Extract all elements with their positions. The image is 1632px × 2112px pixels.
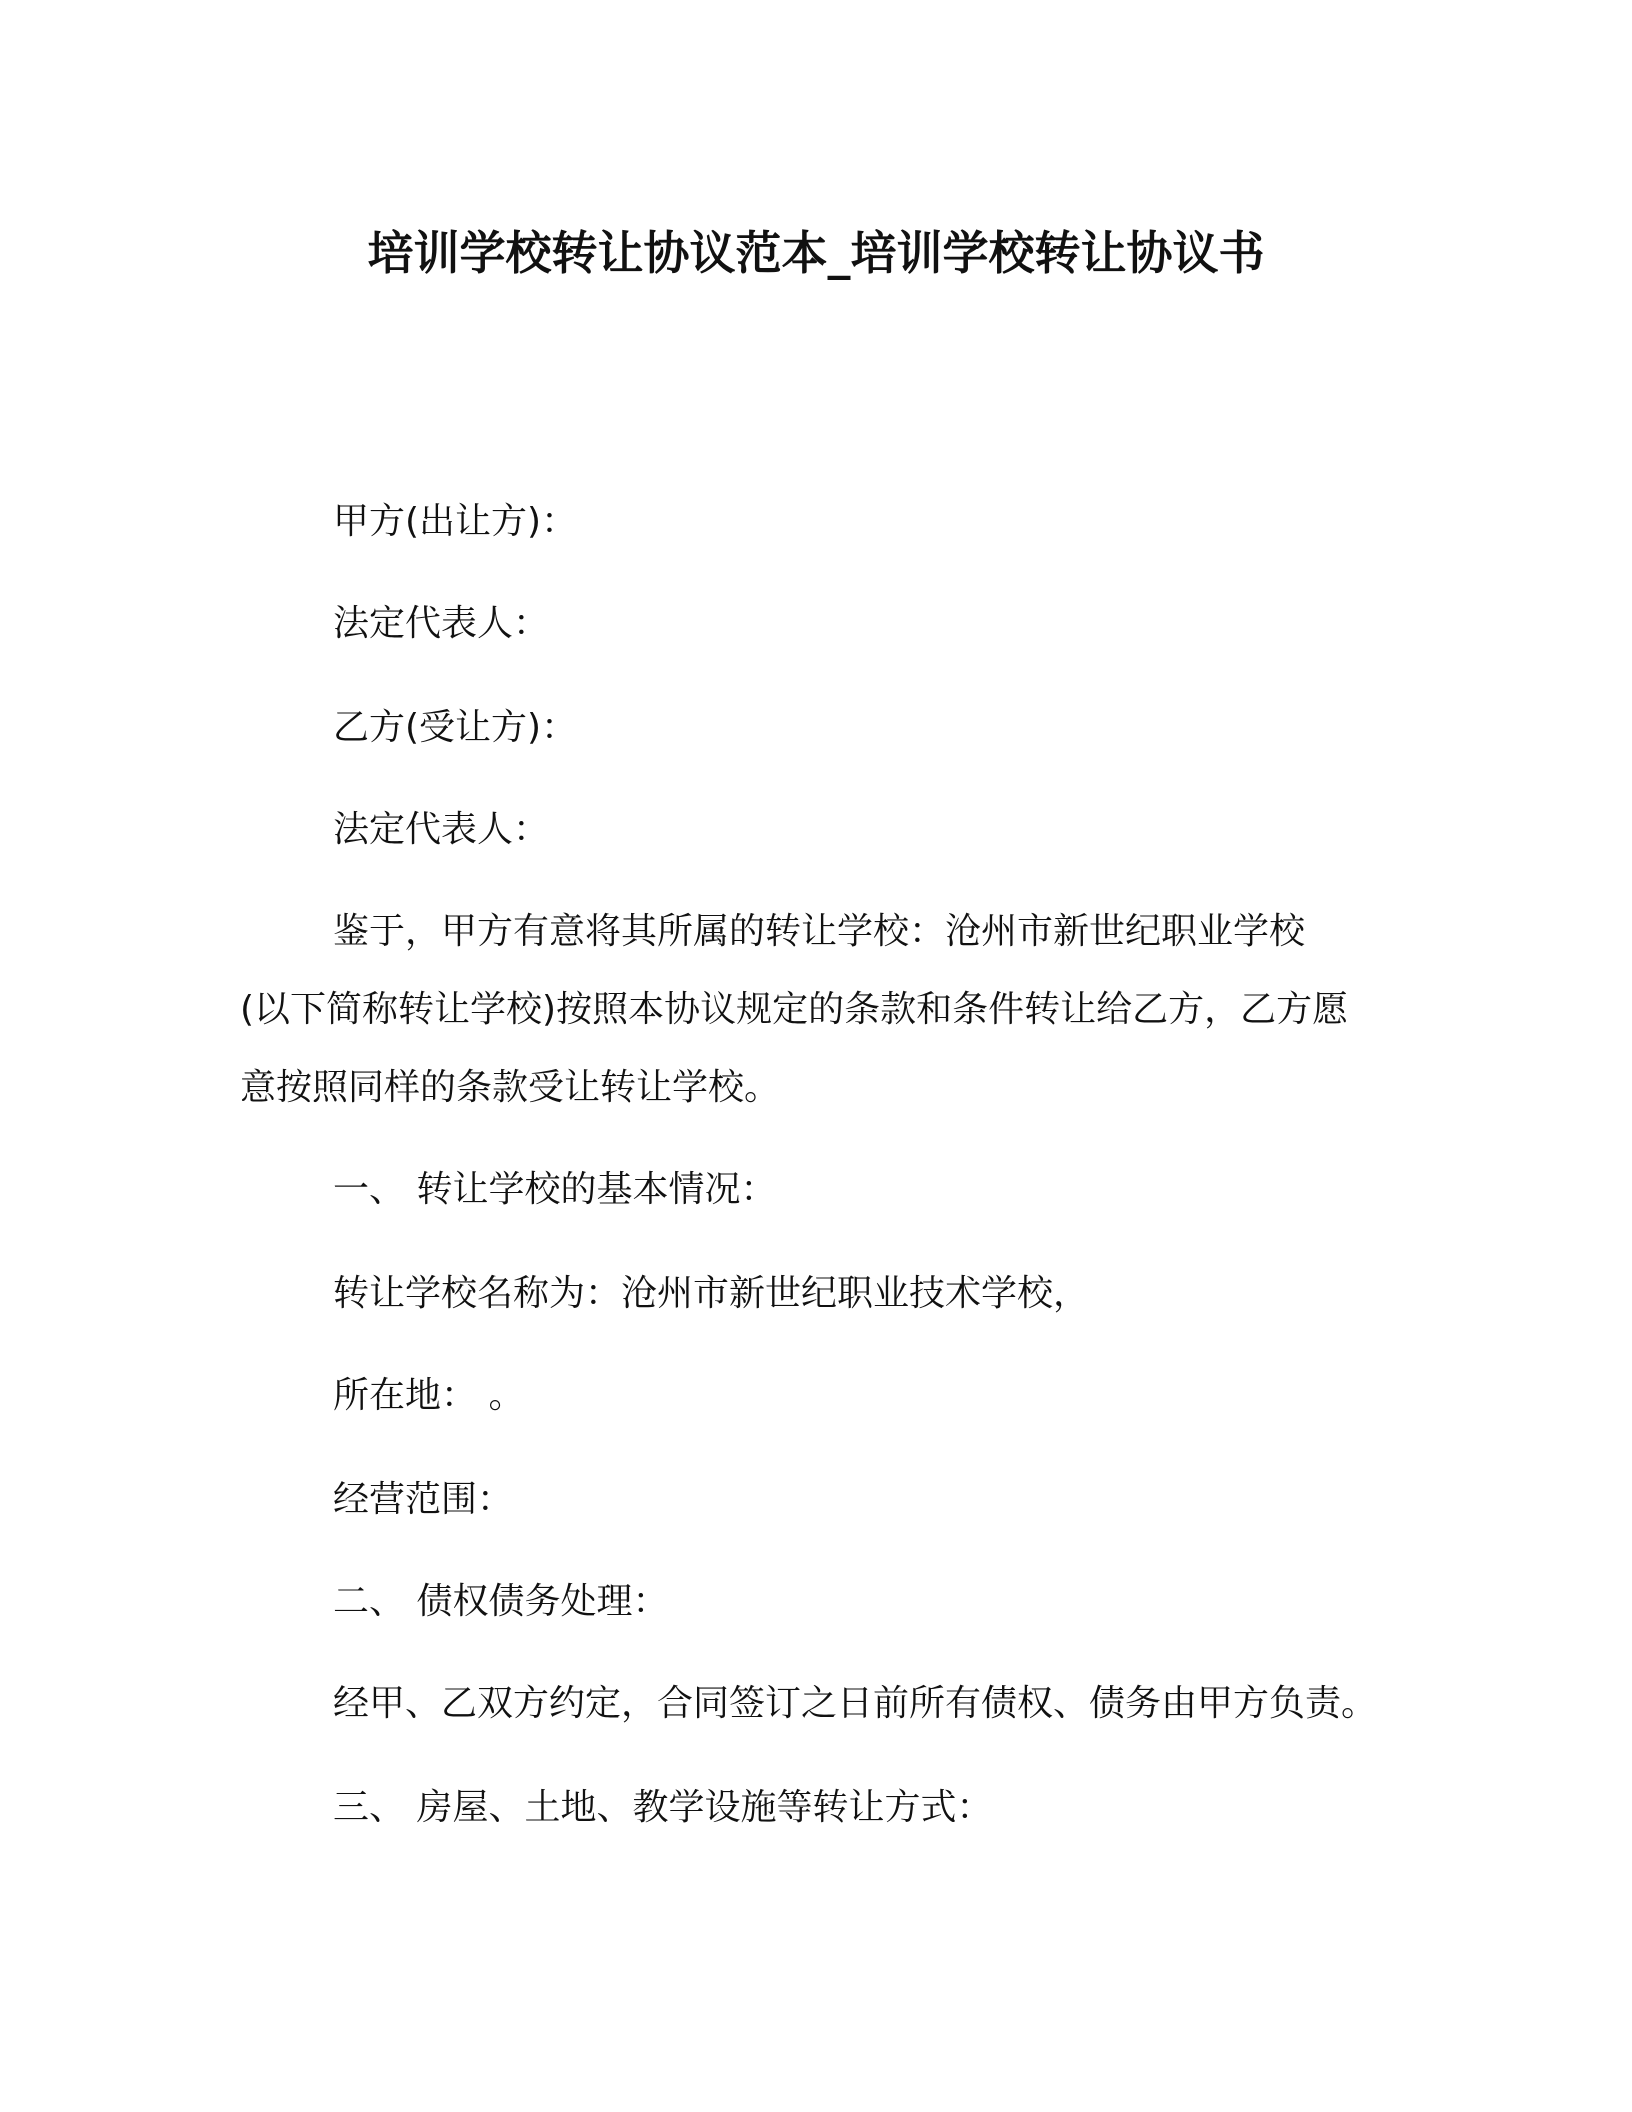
party-a-representative-label: 法定代表人： xyxy=(333,603,550,644)
section-3-heading: 三、 房屋、土地、教学设施等转让方式： xyxy=(333,1787,993,1828)
party-b-label: 乙方(受让方)： xyxy=(333,707,578,748)
business-scope-line: 经营范围： xyxy=(333,1479,514,1520)
school-name-line: 转让学校名称为：沧州市新世纪职业技术学校， xyxy=(333,1273,1090,1314)
section-1-heading: 一、 转让学校的基本情况： xyxy=(333,1169,777,1210)
location-line: 所在地： 。 xyxy=(333,1375,525,1416)
party-a-label: 甲方(出让方)： xyxy=(333,501,578,542)
document-title: 培训学校转让协议范本_培训学校转让协议书 xyxy=(367,226,1265,280)
preamble-line-3: 意按照同样的条款受让转让学校。 xyxy=(240,1067,781,1108)
section-2-heading: 二、 债权债务处理： xyxy=(333,1581,669,1622)
party-b-representative-label: 法定代表人： xyxy=(333,809,550,850)
preamble-line-1: 鉴于，甲方有意将其所属的转让学校：沧州市新世纪职业学校 xyxy=(333,911,1306,952)
preamble-line-2: (以下简称转让学校)按照本协议规定的条款和条件转让给乙方，乙方愿 xyxy=(240,989,1349,1030)
section-2-body: 经甲、乙双方约定，合同签订之日前所有债权、债务由甲方负责。 xyxy=(333,1683,1378,1724)
